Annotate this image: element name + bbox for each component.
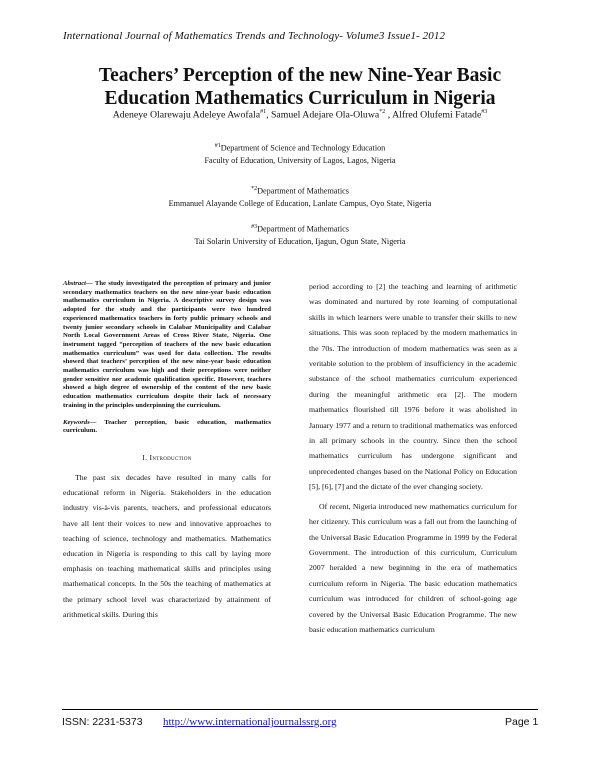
keywords-text: Teacher perception, basic education, mathematics curriculum. [63,418,271,435]
author-name: Alfred Olufemi Fatade [392,109,482,121]
author-mark: *2 [379,109,386,115]
title-line-2: Education Mathematics Curriculum in Nigeria [104,88,496,109]
affiliation-inst: Emmanuel Alayande College of Education, Lanlate Campus, Oyo State, Nigeria [168,198,432,208]
intro-paragraph: The past six decades have resulted in many calls for educational reform in Nigeria. Stakeholders in the education industry vis-à-vis parents, teachers, and professional educators have all lent their voices to new and innovative approaches to teaching of science, technology and mathematics. Mathematics education in Nigeria is responding to this call by laying more emphasis on teaching mathematical skills and principles using mathematical concepts. In the 50s the teaching of mathematics at the primary school level was characterized by attainment of arithmetical skills. During this [63,472,271,619]
title-line-1: Teachers’ Perception of the new Nine-Year Basic [98,65,502,86]
author-name: Samuel Adejare Ola-Oluwa [270,109,380,121]
section-numeral: I. [142,452,148,462]
affiliation-2 [60,183,540,210]
footer-url-link[interactable]: http://www.internationaljournalssrg.org [163,716,337,728]
affiliation-dept: Department of Mathematics [257,224,349,234]
affiliation-inst: Faculty of Education, University of Lagos, Lagos, Nigeria [204,155,396,165]
keywords [63,419,271,436]
section-title: Introduction [149,452,192,462]
keywords-label: Keywords— [63,418,97,426]
affiliation-mark: *2 [251,186,258,192]
abstract-text: The study investigated the perception of primary and junior secondary mathematics teachers on the new nine-year basic education mathematics curriculum in Nigeria. A descriptive survey design was adopted for the study and the participants were two hundred experienced mathematics teachers in forty public primary schools and twenty junior secondary schools in Calabar Municipality and Calabar North Local Government Areas of Cross River State, Nigeria. One instrument tagged “perception of teachers of the new basic education mathematics curriculum” was used for data collection. The results showed that teachers’ perception of the new nine-year basic education mathematics curriculum was high and their perceptions were neither gender sensitive nor academic qualification specific. However, teachers showed a high degree of ownership of the content of the new basic education mathematics curriculum despite their lack of necessary training in the principles underpinning the curriculum. [63,280,271,409]
affiliation-3 [60,221,540,248]
affiliation-dept: Department of Science and Technology Education [220,143,386,153]
right-column [309,279,517,637]
affiliation-inst: Tai Solarin University of Education, Ijagun, Ogun State, Nigeria [194,236,406,246]
section-heading [63,452,271,464]
affiliation-mark: #3 [251,224,258,230]
journal-header: International Journal of Mathematics Trends and Technology- Volume3 Issue1- 2012 [63,30,446,42]
abstract-label: Abstract— [63,280,93,287]
author-mark: #1 [260,109,267,115]
left-column [63,280,271,622]
affiliation-dept: Department of Mathematics [257,186,349,196]
author-list: Adeneye Olarewaju Adeleye Awofala$^{\#1}$, Samuel Adejare Ola-Oluwa$^{*2}$ , Alfred Olufemi Fatade$^{\#3}$ [112,109,488,121]
affiliation-1 [60,140,540,167]
page-number: Page 1 [505,716,539,728]
footer-issn: ISSN: 2231-5373 [62,716,143,728]
author-name: Adeneye Olarewaju Adeleye Awofala [112,109,261,121]
author-mark: #3 [481,109,488,115]
affiliation-mark: #1 [214,143,221,149]
paper-title [40,64,560,110]
right-paragraph-1: period according to [2] the teaching and learning of arithmetic was dominated and nurtured by rote learning of computational skills in which learners were unable to transfer their skills to new situations. This was soon replaced by the modern mathematics in the 70s. The introduction of modern mathematics was seen as a veritable solution to the problem of insufficiency in the academic substance of the school mathematics curriculum experienced during the meaningful arithmetic era [2]. The modern mathematics flourished till 1976 before it was abolished in January 1977 and a return to traditional mathematics was enforced in all primary schools in the country. Since then the school mathematics curriculum has undergone significant and unprecedented changes based on the National Policy on Education [5], [6], [7] and the dictate of the ever changing society. [309,282,517,492]
abstract [63,280,271,411]
right-paragraph-2: Of recent, Nigeria introduced new mathematics curriculum for her citizenry. This curriculum was a fall out from the launching of the Universal Basic Education Programme in 1999 by the Federal Government. The introduction of this curriculum, Curriculum 2007 heralded a new beginning in the era of mathematics curriculum reform in Nigeria. The basic education mathematics curriculum was introduced for children of school-going age covered by the Universal Basic Education Programme. The new basic education mathematics curriculum [309,501,517,634]
footer-divider [62,709,538,710]
